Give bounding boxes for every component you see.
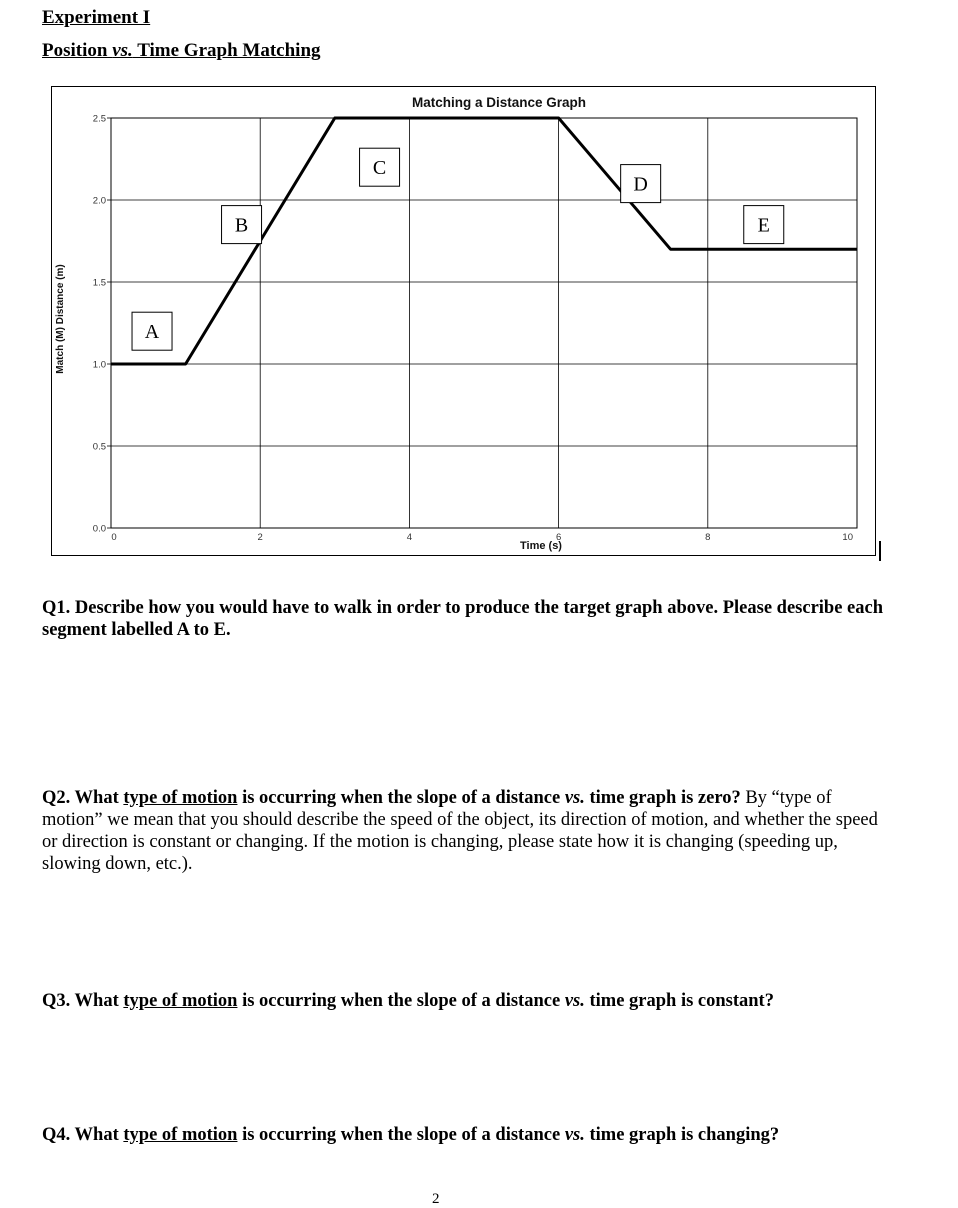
- segment-label-c: C: [372, 157, 387, 180]
- cursor-bar: [879, 541, 881, 561]
- question-3-prefix: Q3. What: [42, 991, 124, 1011]
- question-4-suffix: time graph is changing?: [584, 1125, 780, 1145]
- x-tick-label: 2: [257, 532, 263, 543]
- question-3: [42, 990, 892, 1012]
- chart-frame: [51, 86, 876, 556]
- question-4-term: type of motion: [123, 1125, 238, 1145]
- question-2-vs: vs.: [564, 788, 585, 808]
- question-4-middle: is occurring when the slope of a distance: [237, 1125, 565, 1145]
- question-1-text: Q1. Describe how you would have to walk in order to produce the target graph above. Please describe each segment labelled A to E.: [42, 598, 884, 640]
- x-tick-label: 4: [406, 532, 413, 543]
- question-4-vs: vs.: [564, 1125, 585, 1145]
- question-4-prefix: Q4. What: [42, 1125, 124, 1145]
- x-tick-label: 8: [705, 532, 711, 543]
- y-tick-label: 2.5: [92, 113, 106, 125]
- question-2-detail: By “type of motion” we mean that you should describe the speed of the object, its direction of motion, and whether the speed or direction is constant or changing. If the motion is changing, please state how it is changing (speeding up, slowing down, etc.).: [42, 788, 878, 874]
- question-3-vs: vs.: [564, 991, 585, 1011]
- y-tick-label: 1.0: [92, 359, 106, 371]
- subtitle-prefix: Position: [42, 40, 113, 61]
- segment-label-d: D: [633, 173, 648, 196]
- page-number: 2: [432, 1191, 440, 1207]
- y-tick-label: 0.5: [92, 441, 106, 453]
- subtitle-suffix: Time Graph Matching: [132, 40, 321, 61]
- y-axis-label: Match (M) Distance (m): [55, 264, 66, 374]
- question-2-suffix: time graph is zero?: [584, 788, 741, 808]
- section-subtitle: [42, 40, 321, 62]
- question-4: [42, 1124, 892, 1146]
- question-2-middle: is occurring when the slope of a distance: [237, 788, 565, 808]
- chart-title: Matching a Distance Graph: [411, 95, 587, 110]
- question-3-suffix: time graph is constant?: [584, 991, 774, 1011]
- question-3-middle: is occurring when the slope of a distance: [237, 991, 565, 1011]
- question-2-prefix: Q2. What: [42, 788, 124, 808]
- distance-time-chart: [52, 87, 875, 555]
- x-tick-label: 10: [842, 532, 853, 543]
- segment-label-e: E: [757, 214, 770, 237]
- question-2: [42, 787, 892, 875]
- plot-area: [111, 118, 857, 528]
- x-axis-label: Time (s): [520, 540, 562, 552]
- y-tick-label: 0.0: [92, 523, 106, 535]
- question-2-term: type of motion: [123, 788, 238, 808]
- subtitle-vs: vs.: [112, 40, 133, 61]
- y-tick-label: 1.5: [92, 277, 106, 289]
- question-1: [42, 597, 892, 641]
- x-tick-label: 0: [111, 532, 117, 543]
- x-tick-label: 6: [555, 532, 562, 543]
- y-tick-label: 2.0: [92, 195, 106, 207]
- question-3-term: type of motion: [123, 991, 238, 1011]
- segment-label-b: B: [234, 214, 249, 237]
- segment-label-a: A: [144, 321, 160, 344]
- experiment-title: Experiment I: [42, 7, 151, 28]
